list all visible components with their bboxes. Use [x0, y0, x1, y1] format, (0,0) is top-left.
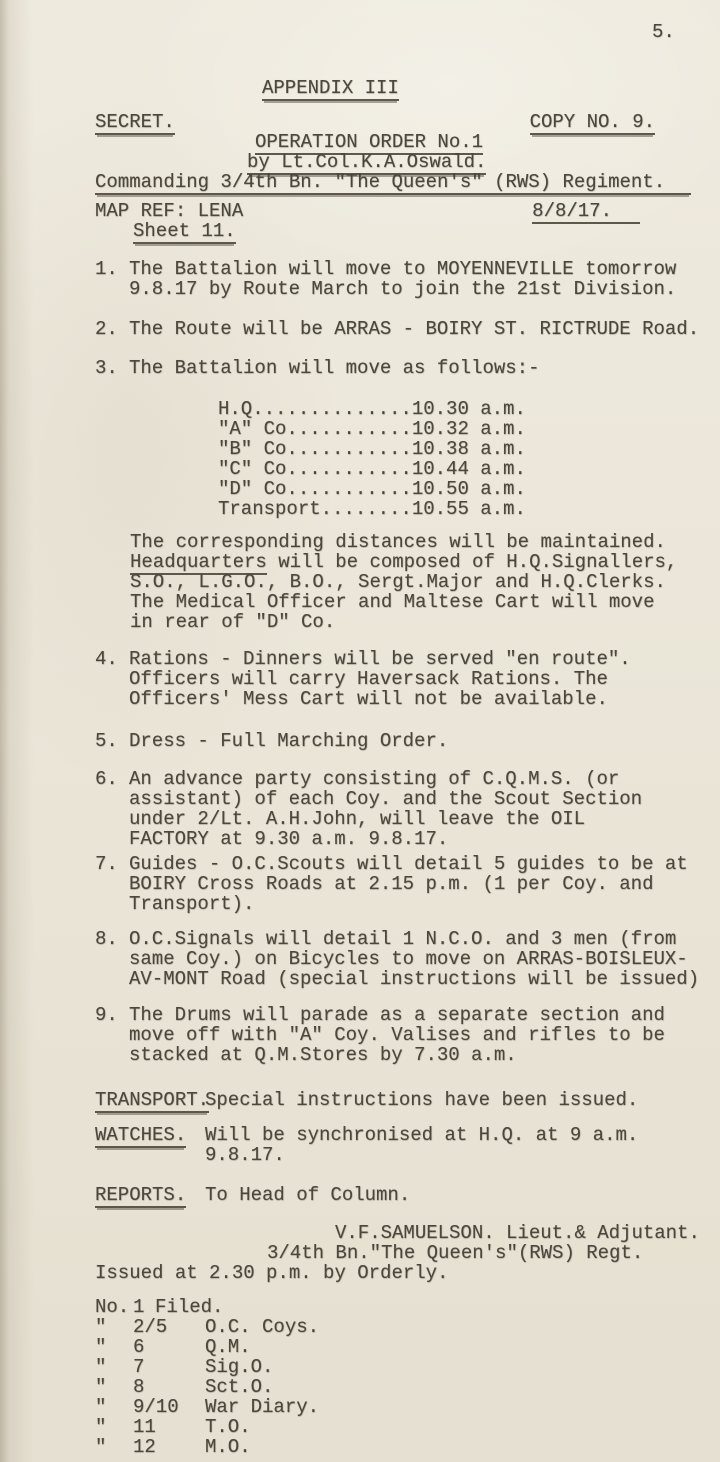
schedule-line: Transport........10.55 a.m.	[218, 498, 526, 520]
para-line: The Medical Officer and Maltese Cart will move	[130, 591, 655, 613]
order-line: move off with "A" Coy. Valises and rifles to be	[129, 1024, 665, 1046]
section-label	[95, 1185, 205, 1205]
order-line: O.C.Signals will detail 1 N.C.O. and 3 men (from	[129, 928, 677, 950]
order-text	[129, 319, 708, 339]
order-text	[129, 259, 708, 299]
order-line: AV-MONT Road (special instructions will be issued)	[129, 968, 700, 990]
signature-issued: Issued at 2.30 p.m. by Orderly.	[95, 1262, 449, 1284]
distribution-mark: "	[95, 1316, 107, 1338]
section-label	[95, 1125, 205, 1165]
distribution-number: 9/10	[133, 1396, 179, 1418]
order-author	[247, 152, 486, 172]
para-line: The corresponding distances will be maintained.	[130, 531, 666, 553]
order-text	[129, 929, 708, 989]
admin-section	[95, 1185, 708, 1205]
order-number: 6.	[95, 768, 118, 790]
page-number: 5.	[652, 21, 675, 43]
order-text	[129, 769, 708, 849]
order-line: FACTORY at 9.30 a.m. 9.8.17.	[129, 828, 449, 850]
section-text	[205, 1185, 708, 1205]
order-line: The Drums will parade as a separate section and	[129, 1004, 665, 1026]
para-line: in rear of "D" Co.	[130, 611, 336, 633]
schedule-line: "C" Co...........10.44 a.m.	[218, 458, 526, 480]
distribution-mark: "	[95, 1396, 107, 1418]
order-line: under 2/Lt. A.H.John, will leave the OIL	[129, 808, 586, 830]
hq-composition-paragraph	[130, 532, 708, 632]
section-label-text: WATCHES.	[95, 1124, 187, 1146]
para-line-rest: will be composed of H.Q.Signallers,	[266, 551, 678, 573]
order-item	[95, 929, 708, 989]
order-text	[129, 731, 708, 751]
distribution-mark: "	[95, 1336, 107, 1358]
section-label	[95, 1089, 210, 1111]
distribution-row	[95, 1317, 708, 1337]
distribution-dest: Filed.	[155, 1296, 224, 1318]
section-label-text: TRANSPORT.	[95, 1089, 210, 1111]
map-ref-row	[95, 201, 708, 221]
order-item	[95, 1005, 708, 1065]
order-text	[129, 854, 708, 914]
signature-officer: V.F.SAMUELSON. Lieut.& Adjutant.	[335, 1222, 700, 1244]
order-number: 7.	[95, 853, 118, 875]
order-item	[95, 319, 708, 339]
distribution-dest: Sig.O.	[205, 1356, 274, 1378]
signature-unit: 3/4th Bn."The Queen's"(RWS) Regt.	[267, 1242, 644, 1264]
order-text	[129, 649, 708, 709]
distribution-dest: M.O.	[205, 1436, 251, 1458]
distribution-dest: O.C. Coys.	[205, 1316, 320, 1338]
order-line: assistant) of each Coy. and the Scout Section	[129, 788, 643, 810]
order-number: 2.	[95, 318, 118, 340]
commanding-line-text: Commanding 3/4th Bn. "The Queen's" (RWS) Regiment.	[95, 171, 691, 195]
order-date	[532, 201, 640, 221]
para-line	[130, 552, 708, 572]
order-line: same Coy.) on Bicycles to move on ARRAS-BOISLEUX-	[129, 948, 688, 970]
map-sheet-text: Sheet 11.	[133, 220, 236, 242]
march-schedule	[218, 399, 708, 519]
section-label-text: REPORTS.	[95, 1184, 187, 1206]
distribution-dest: War Diary.	[205, 1396, 320, 1418]
section-text	[205, 1090, 708, 1110]
orders-list-2	[95, 649, 708, 1065]
schedule-line: "B" Co...........10.38 a.m.	[218, 438, 526, 460]
order-item	[95, 769, 708, 849]
order-title-text: OPERATION ORDER No.1	[255, 131, 484, 153]
order-number: 1.	[95, 258, 118, 280]
order-line: Dress - Full Marching Order.	[129, 730, 449, 752]
distribution-dest: Q.M.	[205, 1336, 251, 1358]
distribution-row	[95, 1417, 708, 1437]
section-line: Special instructions have been issued.	[205, 1089, 639, 1111]
distribution-number: 11	[133, 1416, 156, 1438]
order-line: Guides - O.C.Scouts will detail 5 guides to be at	[129, 853, 688, 875]
order-item	[95, 259, 708, 299]
admin-section	[95, 1090, 708, 1110]
order-line: stacked at Q.M.Stores by 7.30 a.m.	[129, 1044, 517, 1066]
classification-label	[95, 112, 175, 132]
distribution-number: 7	[133, 1356, 145, 1378]
order-item	[95, 854, 708, 914]
order-line: Transport).	[129, 893, 255, 915]
classification-text: SECRET.	[95, 111, 175, 133]
schedule-line: "D" Co...........10.50 a.m.	[218, 478, 526, 500]
distribution-number: 6	[133, 1336, 145, 1358]
order-number: 5.	[95, 730, 118, 752]
appendix-heading	[262, 78, 399, 98]
distribution-dest: Sct.O.	[205, 1376, 274, 1398]
classification-row	[95, 112, 708, 132]
distribution-row	[95, 1297, 708, 1317]
distribution-row	[95, 1377, 708, 1397]
copy-number	[530, 112, 655, 132]
order-line: Officers' Mess Cart will not be available.	[129, 688, 608, 710]
distribution-mark: "	[95, 1416, 107, 1438]
orders-list-1	[95, 259, 708, 378]
copy-number-text: COPY NO. 9.	[529, 111, 655, 133]
distribution-mark: "	[95, 1376, 107, 1398]
distribution-mark: "	[95, 1436, 107, 1458]
section-line: Will be synchronised at H.Q. at 9 a.m.	[205, 1124, 639, 1146]
order-line: The Battalion will move as follows:-	[129, 357, 540, 379]
section-text	[205, 1125, 708, 1165]
schedule-line: H.Q..............10.30 a.m.	[218, 398, 526, 420]
admin-section	[95, 1125, 708, 1165]
distribution-mark: "	[95, 1356, 107, 1378]
order-item	[95, 649, 708, 709]
distribution-number: 8	[133, 1376, 145, 1398]
order-item	[95, 358, 708, 378]
map-ref: MAP REF: LENA	[95, 200, 244, 222]
order-item	[95, 731, 708, 751]
distribution-number: 1	[133, 1296, 145, 1318]
distribution-row	[95, 1437, 708, 1457]
schedule-line: "A" Co...........10.32 a.m.	[218, 418, 526, 440]
order-date-text: 8/8/17.	[532, 200, 640, 224]
order-line: Rations - Dinners will be served "en route".	[129, 648, 631, 670]
distribution-row	[95, 1357, 708, 1377]
order-author-text: by Lt.Col.K.A.Oswald.	[247, 151, 487, 173]
order-number: 4.	[95, 648, 118, 670]
order-line: An advance party consisting of C.Q.M.S. (or	[129, 768, 620, 790]
distribution-row	[95, 1397, 708, 1417]
headquarters-underline: Headquarters	[130, 551, 267, 573]
commanding-line	[95, 172, 691, 192]
appendix-heading-text: APPENDIX III	[262, 77, 399, 99]
order-line: BOIRY Cross Roads at 2.15 p.m. (1 per Coy. and	[129, 873, 654, 895]
para-line: S.O., L.G.O., B.O., Sergt.Major and H.Q.Clerks.	[130, 571, 666, 593]
order-line: The Route will be ARRAS - BOIRY ST. RICTRUDE Road.	[129, 318, 700, 340]
map-sheet	[133, 221, 236, 241]
order-number: 8.	[95, 928, 118, 950]
distribution-number: 2/5	[133, 1316, 168, 1338]
order-number: 3.	[95, 357, 118, 379]
distribution-mark: No.	[95, 1296, 130, 1318]
admin-sections	[95, 1090, 708, 1205]
order-line: The Battalion will move to MOYENNEVILLE tomorrow	[129, 258, 677, 280]
distribution-dest: T.O.	[205, 1416, 251, 1438]
order-line: 9.8.17 by Route March to join the 21st Division.	[129, 278, 677, 300]
order-line: Officers will carry Haversack Rations. The	[129, 668, 608, 690]
order-text	[129, 358, 708, 378]
distribution-list	[95, 1297, 708, 1457]
section-line: To Head of Column.	[205, 1184, 411, 1206]
section-line: 9.8.17.	[205, 1144, 285, 1166]
order-text	[129, 1005, 708, 1065]
distribution-row	[95, 1337, 708, 1357]
order-title	[255, 132, 483, 152]
order-number: 9.	[95, 1004, 118, 1026]
distribution-number: 12	[133, 1436, 156, 1458]
